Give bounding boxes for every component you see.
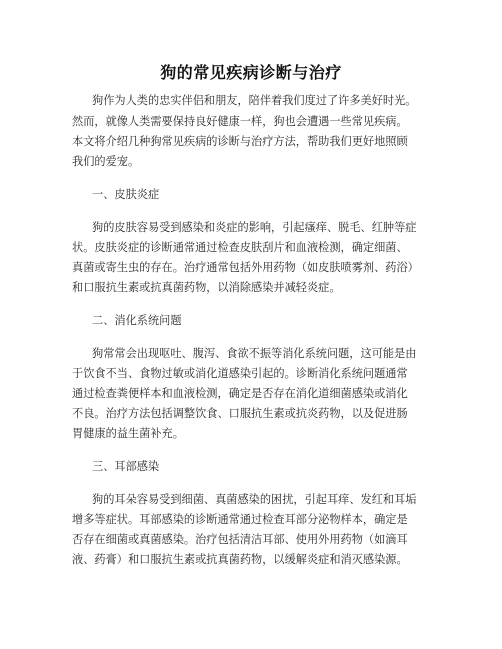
section-skin-line-4: 和口服抗生素或抗真菌药物，以消除感染并减轻炎症。 bbox=[72, 281, 341, 294]
section-skin-line-3: 真菌或寄生虫的存在。治疗通常包括外用药物（如皮肤喷雾剂、药浴） bbox=[72, 261, 419, 274]
intro-line-1: 狗作为人类的忠实伴侣和朋友，陪伴着我们度过了许多美好时光。 bbox=[92, 94, 417, 107]
section-heading-digestive: 二、消化系统问题 bbox=[92, 314, 182, 327]
section-digestive-line-2: 于饮食不当、食物过敏或消化道感染引起的。诊断消化系统问题通常 bbox=[72, 367, 408, 380]
section-heading-ear: 三、耳部感染 bbox=[92, 460, 160, 473]
section-digestive-line-4: 不良。治疗方法包括调整饮食、口服抗生素或抗炎药物，以及促进肠 bbox=[72, 407, 408, 420]
section-digestive-line-3: 通过检查粪便样本和血液检测，确定是否存在消化道细菌感染或消化 bbox=[72, 387, 408, 400]
document-title: 狗的常见疾病诊断与治疗 bbox=[160, 63, 342, 82]
section-ear-line-1: 狗的耳朵容易受到细菌、真菌感染的困扰，引起耳痒、发红和耳垢 bbox=[92, 493, 417, 506]
section-ear-line-4: 液、药膏）和口服抗生素或抗真菌药物，以缓解炎症和消灭感染源。 bbox=[72, 553, 408, 566]
section-digestive-line-5: 胃健康的益生菌补充。 bbox=[72, 427, 184, 440]
intro-line-2: 然而，就像人类需要保持良好健康一样，狗也会遭遇一些常见疾病。 bbox=[72, 115, 408, 128]
section-skin-line-1: 狗的皮肤容易受到感染和炎症的影响，引起瘙痒、脱毛、红肿等症 bbox=[92, 221, 417, 234]
section-skin-line-2: 状。皮肤炎症的诊断通常通过检查皮肤刮片和血液检测，确定细菌、 bbox=[72, 241, 408, 254]
intro-line-4: 我们的爱宠。 bbox=[72, 155, 140, 168]
section-digestive-line-1: 狗常常会出现呕吐、腹泻、食欲不振等消化系统问题，这可能是由 bbox=[92, 347, 417, 360]
section-ear-line-2: 增多等症状。耳部感染的诊断通常通过检查耳部分泌物样本，确定是 bbox=[72, 513, 408, 526]
section-heading-skin: 一、皮肤炎症 bbox=[92, 188, 160, 201]
intro-line-3: 本文将介绍几种狗常见疾病的诊断与治疗方法，帮助我们更好地照顾 bbox=[72, 135, 408, 148]
section-ear-line-3: 否存在细菌或真菌感染。治疗包括清洁耳部、使用外用药物（如滴耳 bbox=[72, 533, 408, 546]
